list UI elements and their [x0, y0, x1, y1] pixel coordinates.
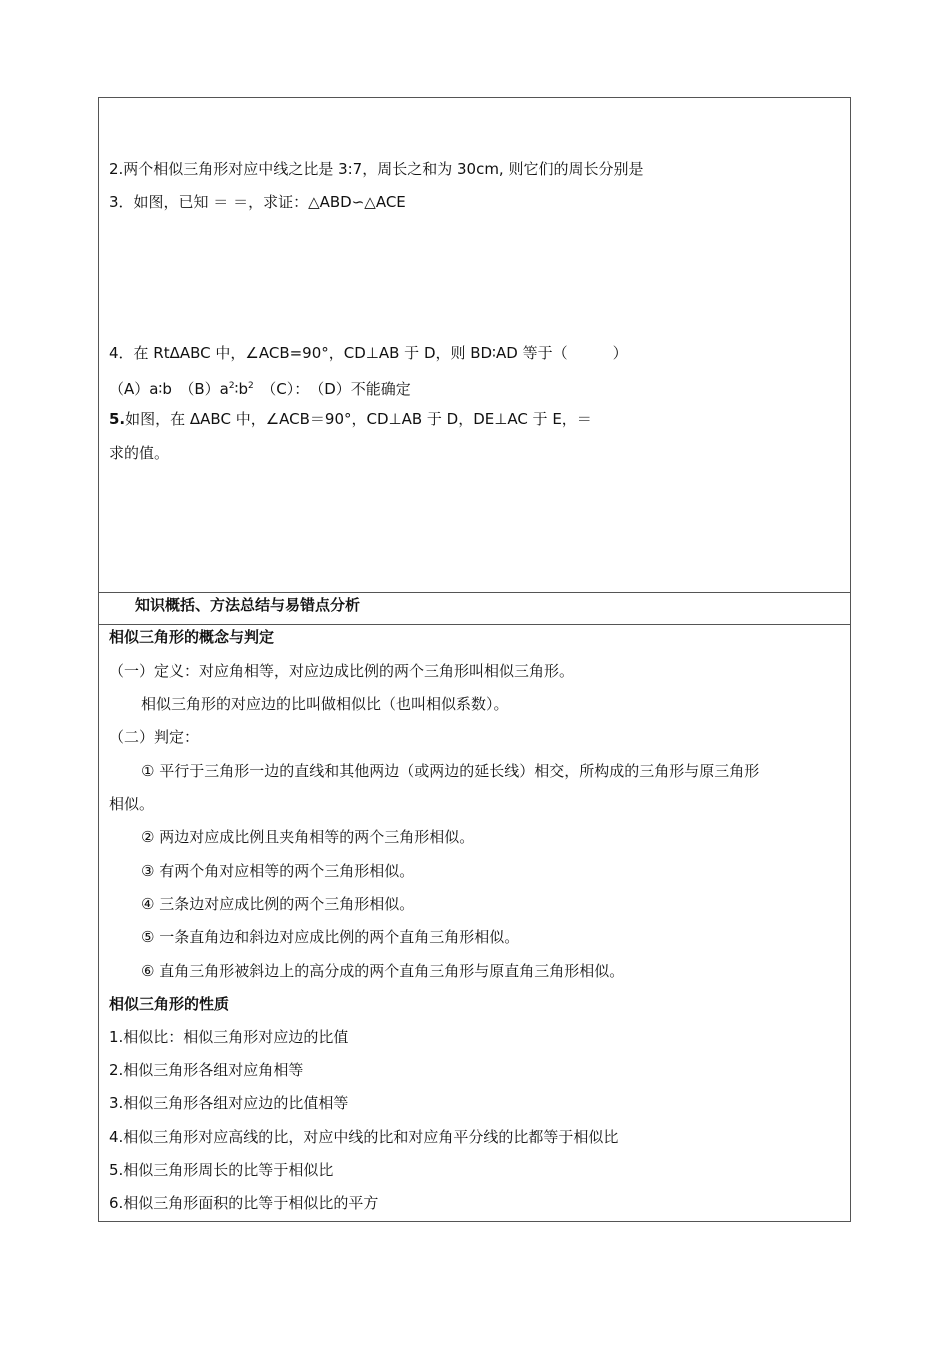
property-item: 1.相似比：相似三角形对应边的比值: [109, 1028, 349, 1046]
property-item: 4.相似三角形对应高线的比，对应中线的比和对应角平分线的比都等于相似比: [109, 1128, 619, 1146]
concept-title: 相似三角形的概念与判定: [109, 628, 275, 646]
judgement-item: ③ 有两个角对应相等的两个三角形相似。: [141, 862, 415, 880]
judgement-title: （二）判定：: [109, 728, 200, 746]
judgement-item: ① 平行于三角形一边的直线和其他两边（或两边的延长线）相交，所构成的三角形与原三角形: [141, 762, 760, 780]
exercise-3: 3．如图，已知 ＝ ＝，求证：△ABD∽△ACE: [109, 193, 406, 211]
exercise-2: 2.两个相似三角形对应中线之比是 3:7，周长之和为 30cm, 则它们的周长分别是: [109, 160, 644, 178]
summary-header: 知识概括、方法总结与易错点分析: [135, 596, 361, 614]
judgement-item: ④ 三条边对应成比例的两个三角形相似。: [141, 895, 415, 913]
divider: [99, 592, 850, 593]
judgement-item: ② 两边对应成比例且夹角相等的两个三角形相似。: [141, 828, 475, 846]
definition-line: （一）定义：对应角相等，对应边成比例的两个三角形叫相似三角形。: [109, 662, 575, 680]
exercise-5-line2: 求的值。: [109, 444, 170, 462]
exercise-4: 4．在 RtΔABC 中，∠ACB=90°，CD⊥AB 于 D，则 BD∶AD 等于（ ）: [109, 344, 628, 362]
property-item: 3.相似三角形各组对应边的比值相等: [109, 1094, 349, 1112]
judgement-item: ⑤ 一条直角边和斜边对应成比例的两个直角三角形相似。: [141, 928, 520, 946]
property-item: 2.相似三角形各组对应角相等: [109, 1061, 304, 1079]
property-title: 相似三角形的性质: [109, 995, 230, 1013]
property-item: 6.相似三角形面积的比等于相似比的平方: [109, 1194, 379, 1212]
document-table: [98, 97, 851, 1222]
exercise-5: 5.如图，在 ΔABC 中，∠ACB＝90°，CD⊥AB 于 D，DE⊥AC 于 E，＝: [109, 410, 592, 428]
property-item: 5.相似三角形周长的比等于相似比: [109, 1161, 334, 1179]
judgement-item: ⑥ 直角三角形被斜边上的高分成的两个直角三角形与原直角三角形相似。: [141, 962, 625, 980]
divider: [99, 624, 850, 625]
exercise-4-options: （A）a∶b $(B)a^2∶b^2$ （C）： （D）不能确定: [109, 380, 411, 398]
judgement-item: 相似。: [109, 795, 155, 813]
definition-line: 相似三角形的对应边的比叫做相似比（也叫相似系数）。: [141, 695, 509, 713]
